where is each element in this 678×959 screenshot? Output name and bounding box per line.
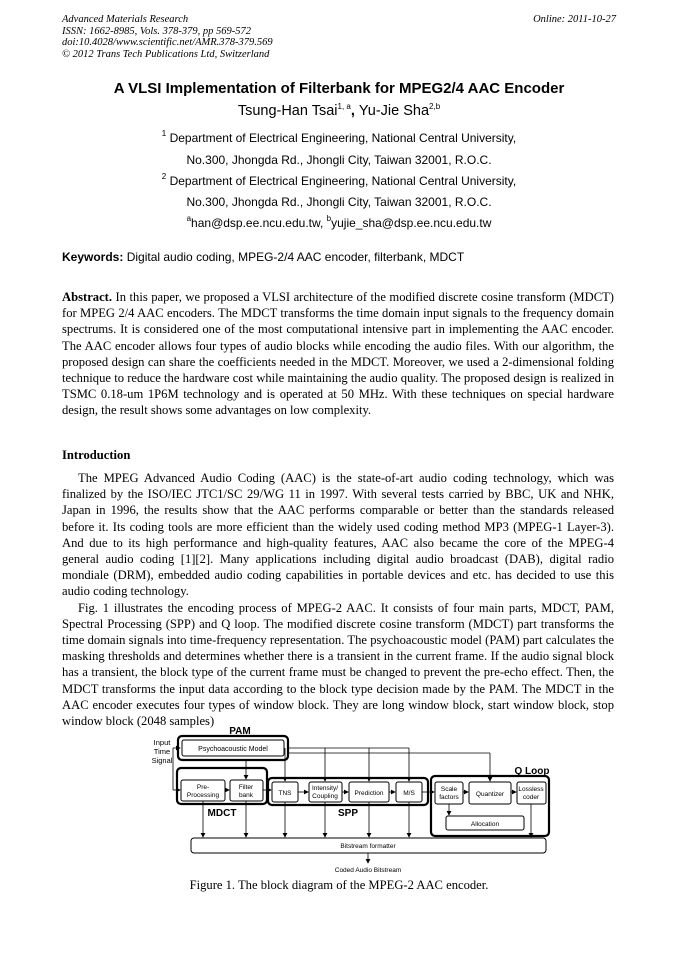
intensity-label-1: Intensity/: [311, 785, 339, 792]
prediction-label: Prediction: [354, 790, 384, 797]
author-2-sup: 2,b: [429, 102, 441, 111]
input-label-2: Time: [153, 747, 171, 756]
scale-factors-label-1: Scale: [440, 786, 458, 793]
psychoacoustic-model-label: Psychoacoustic Model: [198, 746, 268, 753]
lossless-label-1: Lossless: [518, 786, 544, 793]
page-header: [62, 14, 616, 60]
pre-processing-label-2: Processing: [186, 792, 220, 799]
emails: [0, 216, 678, 230]
spp-label: SPP: [337, 808, 359, 819]
email-b: yujie_sha@dsp.ee.ncu.edu.tw: [331, 216, 492, 230]
keywords: [62, 250, 616, 264]
author-1: Tsung-Han Tsai: [237, 103, 338, 119]
doi: doi:10.4028/www.scientific.net/AMR.378-379.569: [62, 37, 273, 48]
allocation-label: Allocation: [470, 821, 500, 828]
keywords-label: Keywords:: [62, 250, 124, 264]
filterbank-label-1: Filter: [238, 784, 254, 791]
affiliation-1-line-1: [0, 131, 678, 145]
online-date: Online: 2011-10-27: [533, 14, 616, 25]
figure-1: [144, 723, 554, 880]
ms-label: M/S: [403, 790, 415, 797]
input-label-3: Signal: [151, 756, 173, 765]
abstract-label: Abstract.: [62, 290, 113, 304]
aff1-sup: 1: [161, 129, 167, 138]
paper-title: A VLSI Implementation of Filterbank for MPEG2/4 AAC Encoder: [113, 80, 565, 97]
journal-name: Advanced Materials Research: [62, 14, 189, 25]
affiliation-2-line-1: [0, 174, 678, 188]
authors: [0, 103, 678, 119]
email-a: han@dsp.ee.ncu.edu.tw,: [191, 216, 327, 230]
keywords-text: Digital audio coding, MPEG-2/4 AAC encoder, filterbank, MDCT: [123, 250, 465, 264]
intensity-label-2: Coupling: [312, 793, 338, 800]
introduction-heading: Introduction: [62, 448, 131, 462]
email-a-sup: a: [186, 214, 192, 223]
intro-paragraph-2: Fig. 1 illustrates the encoding process of MPEG-2 AAC. It consists of four main parts, MDCT, PAM, Spectral Processing (SPP) and Q loop. The modified discrete cosine transform (MDCT) part transforms the time domain signals into time-frequency representation. The psychoacoustic model (PAM) part calculates the masking thresholds and determines whether there is a transient in the current frame. If the audio signal block has a transient, the block type of the current frame must be changed to prevent the pre-echo effect. Then, the MDCT transforms the input data according to the block type decision made by the PAM. The MDCT in the AAC encoder executes four types of window block. They are long window block, start window block, stop window block (2048 samples): [62, 600, 614, 729]
lossless-label-2: coder: [522, 794, 540, 801]
issn: ISSN: 1662-8985, Vols. 378-379, pp 569-572: [62, 25, 251, 37]
author-separator: ,: [350, 103, 359, 119]
intro-paragraph-1: The MPEG Advanced Audio Coding (AAC) is the state-of-art audio coding technology, which was finalized by the ISO/IEC JTC1/SC 29/WG 11 in 1997. With several tests carried by BBC, UK and NHK, Japan in 1996, the results show that the AAC performs comparable or better than the standards released before it. Its coding tools are more efficient than the widely used coding method MP3 (MPEG-1 Layer-3). And due to its high performance and high-quality features, AAC also became the core of the MPEG-4 general audio coding [1][2]. Many applications including digital audio broadcast (DAB), digital radio mondiale (DRM), embedded audio coding capabilities in portable devices and etc. has decided to use this audio coding technology.: [62, 471, 614, 599]
coded-output-label: Coded Audio Bitstream: [334, 867, 402, 874]
author-2: Yu-Jie Sha: [358, 103, 430, 119]
pre-processing-label-1: Pre-: [196, 784, 210, 791]
email-b-sup: b: [326, 214, 332, 223]
affiliation-2-line-2: No.300, Jhongda Rd., Jhongli City, Taiwan 32001, R.O.C.: [186, 195, 492, 209]
abstract: [62, 289, 614, 419]
figure-caption: Figure 1. The block diagram of the MPEG-2 AAC encoder.: [189, 878, 489, 892]
aff2-sup: 2: [161, 172, 167, 181]
qloop-label: Q Loop: [514, 766, 550, 777]
filterbank-label-2: bank: [238, 792, 254, 799]
abstract-text: In this paper, we proposed a VLSI architecture of the modified discrete cosine transform (MDCT) for MPEG 2/4 AAC encoders. The MDCT transforms the time domain input signals to the frequency domain spectrums. It is considered one of the most computational intensive part in implementing the AAC encoder. The AAC encoder allows four types of audio blocks while encoding the audio files. With our algorithm, the proposed design can share the coefficients needed in the MDCT. Moreover, we used a 2-dimensional folding technique to reduce the hardware cost while maintaining the audio quality. The proposed design is realized in TSMC 0.18-um 1P6M technology and is operated at 50 MHz. With these techniques on special hardware design, the result shows some advantages on low complexity.: [62, 290, 614, 418]
tns-label: TNS: [278, 790, 292, 797]
block-diagram: [144, 723, 554, 875]
aff1-text: Department of Electrical Engineering, National Central University,: [166, 131, 517, 145]
aff2-text: Department of Electrical Engineering, National Central University,: [166, 174, 517, 188]
input-label-1: Input: [153, 738, 171, 747]
scale-factors-label-2: factors: [439, 794, 459, 801]
mdct-label: MDCT: [207, 808, 237, 819]
pam-label: PAM: [229, 726, 251, 737]
quantizer-label: Quantizer: [475, 791, 505, 798]
copyright: © 2012 Trans Tech Publications Ltd, Switzerland: [62, 48, 270, 60]
introduction-body: [62, 470, 614, 729]
bitstream-formatter-label: Bitstream formatter: [340, 843, 396, 850]
author-1-sup: 1, a: [337, 102, 351, 111]
affiliation-1-line-2: No.300, Jhongda Rd., Jhongli City, Taiwan 32001, R.O.C.: [186, 153, 492, 167]
